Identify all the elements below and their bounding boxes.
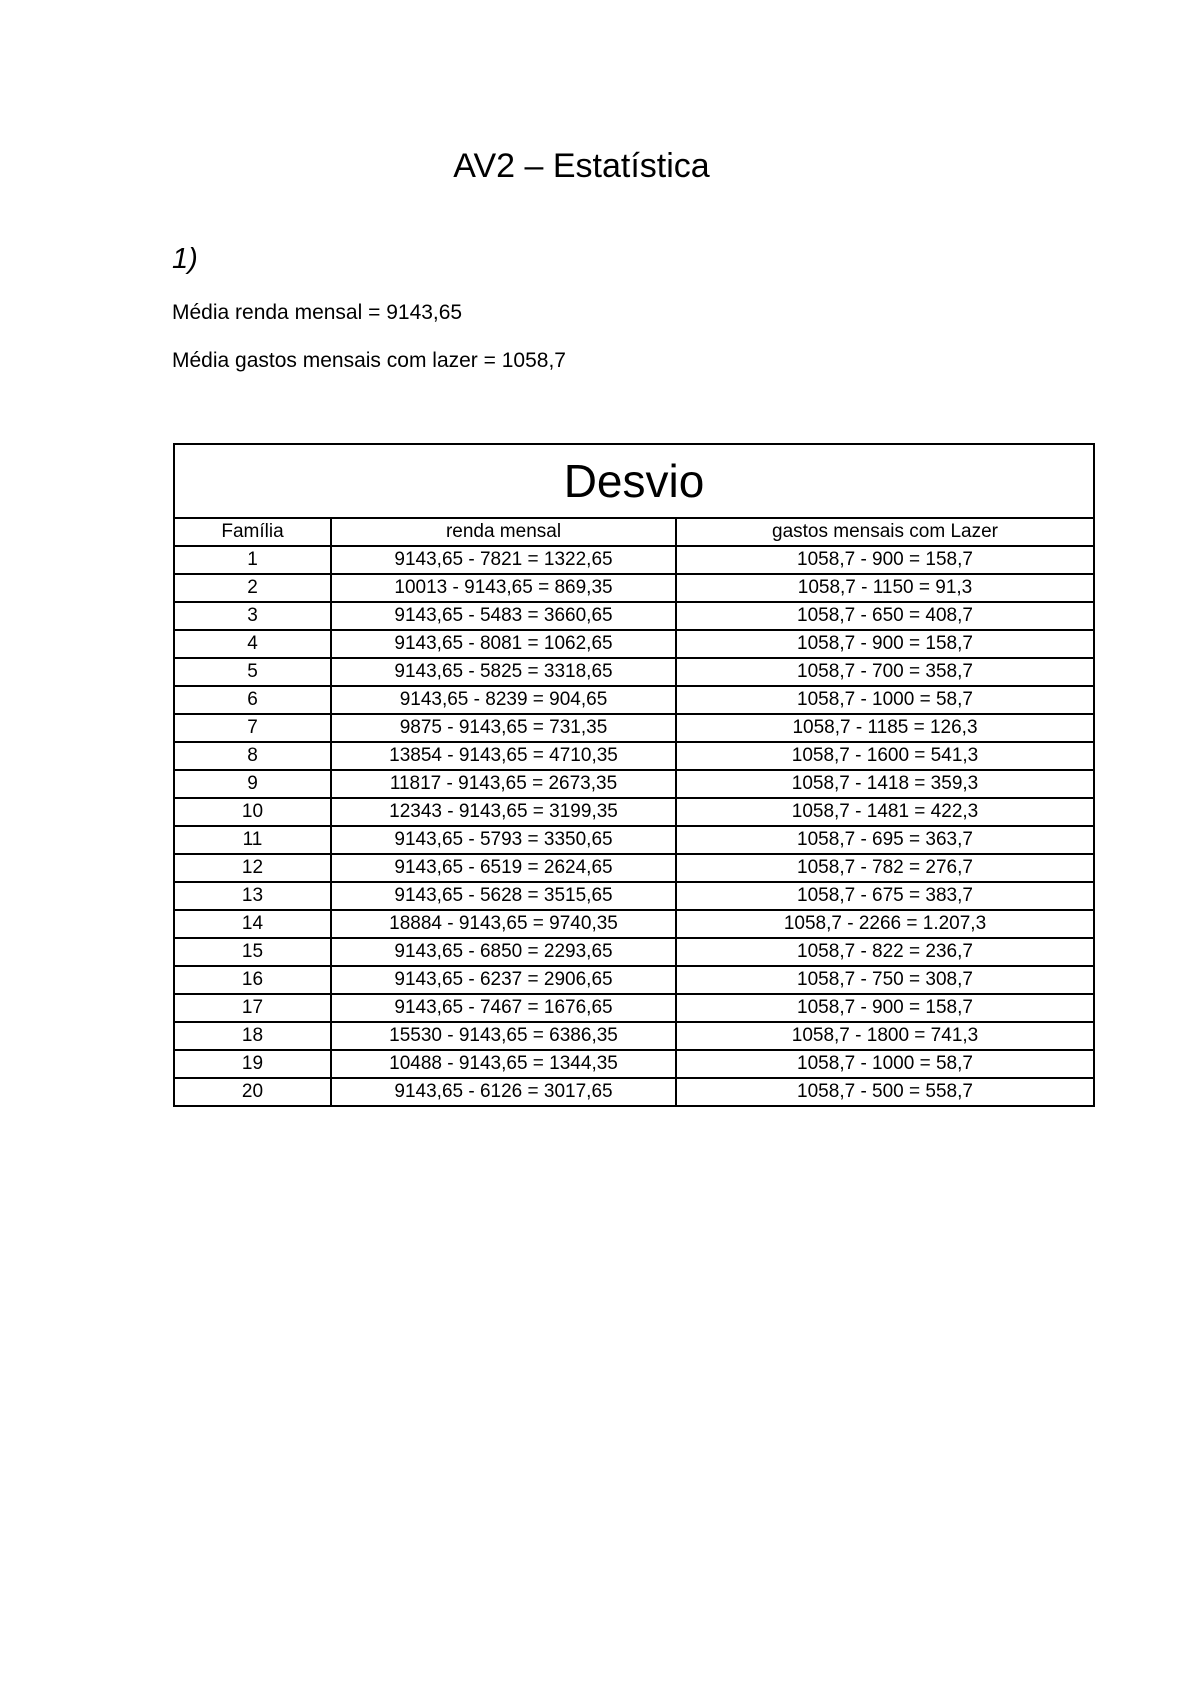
leisure-deviation-cell: 1058,7 - 500 = 558,7 (676, 1078, 1094, 1106)
family-cell: 2 (174, 574, 331, 602)
table-row (174, 882, 1094, 910)
table-header-row (174, 518, 1094, 546)
table-row (174, 714, 1094, 742)
table-row (174, 658, 1094, 686)
table-title: Desvio (174, 444, 1094, 518)
table-row (174, 994, 1094, 1022)
income-deviation-cell: 9143,65 - 5628 = 3515,65 (331, 882, 676, 910)
income-deviation-cell: 12343 - 9143,65 = 3199,35 (331, 798, 676, 826)
income-deviation-cell: 9143,65 - 5793 = 3350,65 (331, 826, 676, 854)
table-row (174, 910, 1094, 938)
family-cell: 9 (174, 770, 331, 798)
family-cell: 7 (174, 714, 331, 742)
family-cell: 11 (174, 826, 331, 854)
header-leisure: gastos mensais com Lazer (676, 518, 1094, 546)
table-row (174, 602, 1094, 630)
income-deviation-cell: 10013 - 9143,65 = 869,35 (331, 574, 676, 602)
leisure-deviation-cell: 1058,7 - 822 = 236,7 (676, 938, 1094, 966)
leisure-deviation-cell: 1058,7 - 782 = 276,7 (676, 854, 1094, 882)
family-cell: 20 (174, 1078, 331, 1106)
family-cell: 16 (174, 966, 331, 994)
family-cell: 4 (174, 630, 331, 658)
income-deviation-cell: 11817 - 9143,65 = 2673,35 (331, 770, 676, 798)
leisure-deviation-cell: 1058,7 - 650 = 408,7 (676, 602, 1094, 630)
income-deviation-cell: 9143,65 - 6519 = 2624,65 (331, 854, 676, 882)
table-row (174, 1022, 1094, 1050)
deviation-table (173, 443, 1095, 1107)
family-cell: 1 (174, 546, 331, 574)
table-body (174, 546, 1094, 1106)
income-deviation-cell: 13854 - 9143,65 = 4710,35 (331, 742, 676, 770)
table-row (174, 798, 1094, 826)
family-cell: 14 (174, 910, 331, 938)
leisure-deviation-cell: 1058,7 - 1418 = 359,3 (676, 770, 1094, 798)
family-cell: 5 (174, 658, 331, 686)
header-income: renda mensal (331, 518, 676, 546)
family-cell: 12 (174, 854, 331, 882)
income-deviation-cell: 9143,65 - 7821 = 1322,65 (331, 546, 676, 574)
family-cell: 15 (174, 938, 331, 966)
leisure-deviation-cell: 1058,7 - 1185 = 126,3 (676, 714, 1094, 742)
leisure-deviation-cell: 1058,7 - 1000 = 58,7 (676, 1050, 1094, 1078)
page-title: AV2 – Estatística (453, 147, 710, 185)
mean-income-line: Média renda mensal = 9143,65 (172, 301, 463, 324)
table-title-row (174, 444, 1094, 518)
leisure-deviation-cell: 1058,7 - 1800 = 741,3 (676, 1022, 1094, 1050)
table-row (174, 546, 1094, 574)
leisure-deviation-cell: 1058,7 - 695 = 363,7 (676, 826, 1094, 854)
family-cell: 19 (174, 1050, 331, 1078)
table-row (174, 938, 1094, 966)
family-cell: 6 (174, 686, 331, 714)
leisure-deviation-cell: 1058,7 - 2266 = 1.207,3 (676, 910, 1094, 938)
leisure-deviation-cell: 1058,7 - 700 = 358,7 (676, 658, 1094, 686)
income-deviation-cell: 10488 - 9143,65 = 1344,35 (331, 1050, 676, 1078)
income-deviation-cell: 9143,65 - 7467 = 1676,65 (331, 994, 676, 1022)
leisure-deviation-cell: 1058,7 - 900 = 158,7 (676, 630, 1094, 658)
leisure-deviation-cell: 1058,7 - 1481 = 422,3 (676, 798, 1094, 826)
income-deviation-cell: 9143,65 - 8081 = 1062,65 (331, 630, 676, 658)
income-deviation-cell: 15530 - 9143,65 = 6386,35 (331, 1022, 676, 1050)
leisure-deviation-cell: 1058,7 - 1000 = 58,7 (676, 686, 1094, 714)
table-row (174, 1050, 1094, 1078)
leisure-deviation-cell: 1058,7 - 900 = 158,7 (676, 994, 1094, 1022)
income-deviation-cell: 18884 - 9143,65 = 9740,35 (331, 910, 676, 938)
family-cell: 10 (174, 798, 331, 826)
table-row (174, 742, 1094, 770)
family-cell: 8 (174, 742, 331, 770)
family-cell: 18 (174, 1022, 331, 1050)
income-deviation-cell: 9875 - 9143,65 = 731,35 (331, 714, 676, 742)
header-family: Família (174, 518, 331, 546)
leisure-deviation-cell: 1058,7 - 900 = 158,7 (676, 546, 1094, 574)
table-row (174, 686, 1094, 714)
income-deviation-cell: 9143,65 - 6850 = 2293,65 (331, 938, 676, 966)
family-cell: 17 (174, 994, 331, 1022)
table-row (174, 574, 1094, 602)
table-row (174, 854, 1094, 882)
table-row (174, 826, 1094, 854)
table-row (174, 1078, 1094, 1106)
mean-leisure-line: Média gastos mensais com lazer = 1058,7 (172, 349, 566, 372)
income-deviation-cell: 9143,65 - 6126 = 3017,65 (331, 1078, 676, 1106)
table-row (174, 770, 1094, 798)
income-deviation-cell: 9143,65 - 8239 = 904,65 (331, 686, 676, 714)
family-cell: 13 (174, 882, 331, 910)
income-deviation-cell: 9143,65 - 5483 = 3660,65 (331, 602, 676, 630)
income-deviation-cell: 9143,65 - 6237 = 2906,65 (331, 966, 676, 994)
table-row (174, 630, 1094, 658)
leisure-deviation-cell: 1058,7 - 1150 = 91,3 (676, 574, 1094, 602)
table-row (174, 966, 1094, 994)
family-cell: 3 (174, 602, 331, 630)
question-number: 1) (172, 243, 198, 275)
leisure-deviation-cell: 1058,7 - 750 = 308,7 (676, 966, 1094, 994)
leisure-deviation-cell: 1058,7 - 675 = 383,7 (676, 882, 1094, 910)
income-deviation-cell: 9143,65 - 5825 = 3318,65 (331, 658, 676, 686)
leisure-deviation-cell: 1058,7 - 1600 = 541,3 (676, 742, 1094, 770)
